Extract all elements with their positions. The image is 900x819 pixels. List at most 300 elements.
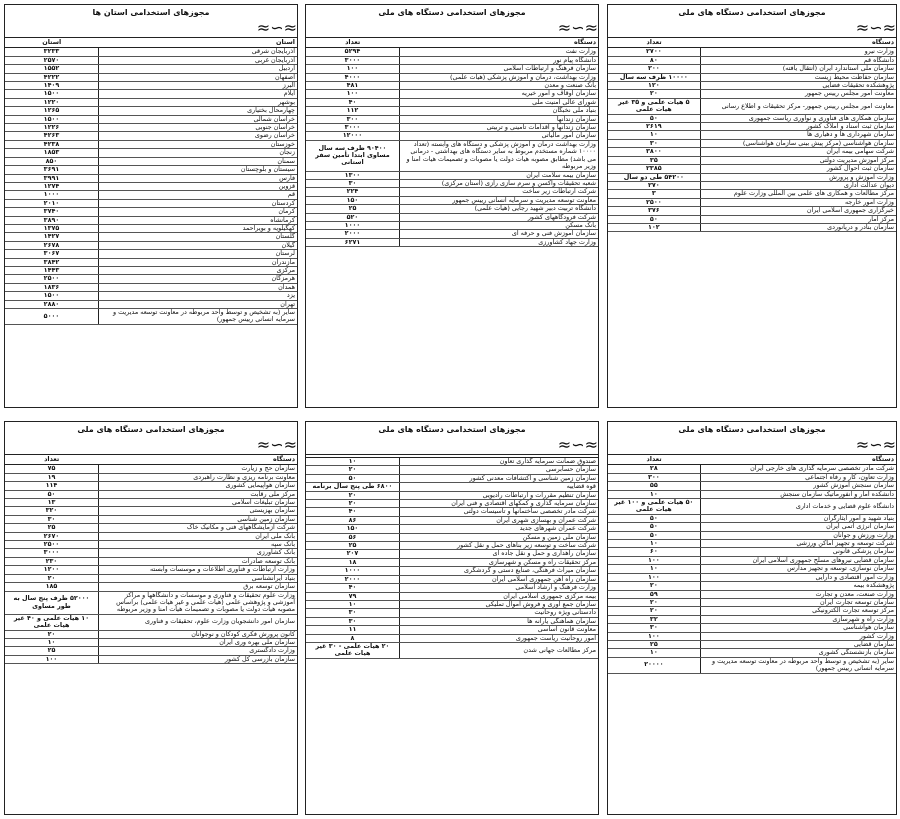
row-count: ۲۰۷ [306, 550, 399, 558]
row-name: پژوهشکده بیمه [700, 582, 896, 590]
row-count: ۲۰ [306, 491, 399, 499]
table-row [608, 56, 896, 64]
table-row [608, 598, 896, 606]
row-name: صندوق ضمانت سرمایه گذاری تعاون [399, 458, 598, 466]
row-name: دانشگاه قم [700, 56, 896, 64]
row-count: ۴۰ [306, 584, 399, 592]
row-count: ۵۰ [5, 490, 98, 498]
table-row [306, 525, 598, 533]
row-count: ۱۰ [608, 490, 700, 498]
row-name: معاونت قانون اساسی [399, 626, 598, 634]
row-count: ۲۵ [306, 205, 399, 213]
table-row [608, 73, 896, 81]
header-row [608, 455, 896, 465]
column-header-name: دستگاه [700, 38, 896, 48]
row-name: همدان [98, 283, 297, 291]
signature-mark: ≈∼≈ [256, 435, 297, 454]
row-name: سیستان و بلوچستان [98, 166, 297, 174]
row-name: ایلام [98, 90, 297, 98]
row-name: سازمان پزشکی قانونی [700, 548, 896, 556]
header-row [608, 38, 896, 48]
signature-mark: ≈∼≈ [855, 18, 896, 37]
table-row [608, 499, 896, 515]
row-count: ۳۵ [608, 156, 700, 164]
table-row [5, 300, 297, 308]
table-row [306, 617, 598, 625]
table-row [608, 48, 896, 56]
table-row [5, 174, 297, 182]
table-row [306, 634, 598, 642]
row-count: ۲۰۰۰ [306, 575, 399, 583]
row-count: ۸۶ [306, 516, 399, 524]
row-count: ۱۹ [5, 473, 98, 481]
table-row [608, 465, 896, 473]
row-name: سازمان توسعه تجارت ایران [700, 598, 896, 606]
panel-title: مجوزهای استخدامی دستگاه های ملی [678, 8, 826, 17]
row-count: ۱۰۰ [608, 573, 700, 581]
row-name: وزارت دادگستری [98, 647, 297, 655]
table-row [608, 490, 896, 498]
row-name: سازمان همکاری های فناوری و نوآوری ریاست جمهوری [700, 114, 896, 122]
table-row [306, 508, 598, 516]
row-name: وزارت امور خارجه [700, 198, 896, 206]
row-name: سازمان بازرسی کل کشور [98, 655, 297, 663]
row-count: ۲۵ [5, 647, 98, 655]
row-name: وزارت صنعت، معدن و تجارت [700, 590, 896, 598]
row-name: وزارت نفت [399, 48, 598, 56]
row-name: بانک ملی ایران [98, 532, 297, 540]
table-row [306, 466, 598, 474]
row-name: مرکز آموزش مدیریت دولتی [700, 156, 896, 164]
table-row [306, 48, 598, 56]
row-name: شرکت آزمایشگاههای فنی و مکانیک خاک [98, 524, 297, 532]
row-count: ۲۵۰۰ [5, 275, 98, 283]
table-row [306, 171, 598, 179]
row-name: سازمان حسابرسی [399, 466, 598, 474]
row-name: یزد [98, 292, 297, 300]
row-count: ۲۰ [608, 598, 700, 606]
row-name: دانشگاه علوم قضایی و خدمات اداری [700, 499, 896, 515]
row-name: سازمان ملی بهره وری ایران [98, 638, 297, 646]
row-count: ۲۰ هیات علمی - ۳۰ غیر هیات علمی [306, 642, 399, 658]
data-table [608, 37, 896, 232]
row-name: شرکت فرودگاههای کشور [399, 213, 598, 221]
row-name: سازمان بنادر و دریانوردی [700, 223, 896, 231]
panel-title: مجوزهای استخدامی دستگاه های ملی [378, 8, 526, 17]
row-name: شرکت عمران و بهسازی شهری ایران [399, 516, 598, 524]
table-row [608, 590, 896, 598]
column-header-name: استان [98, 38, 297, 48]
row-name: وزارت نیرو [700, 48, 896, 56]
row-name: البرز [98, 82, 297, 90]
table-row [5, 490, 297, 498]
row-name: کهگیلویه و بویراحمد [98, 224, 297, 232]
row-count: ۴۰ [306, 98, 399, 106]
row-count: ۱۰ [608, 649, 700, 657]
table-row [608, 82, 896, 90]
table-row [306, 107, 598, 115]
row-count: ۳۶۹۱ [5, 166, 98, 174]
row-name: شرکت ساخت و توسعه زیر بناهای حمل و نقل کشور [399, 542, 598, 550]
row-count: ۵۰ [608, 215, 700, 223]
panel-title: مجوزهای استخدامی دستگاه های ملی [378, 425, 526, 434]
table-row [5, 216, 297, 224]
row-name: سازمان تنظیم مقررات و ارتباطات رادیویی [399, 491, 598, 499]
row-count: ۳۰ [608, 624, 700, 632]
row-count: ۵ هیات علمی و ۳۵ غیر هیات علمی [608, 98, 700, 114]
row-name: معاونت امور مجلس رییس جمهور- مرکز تحقیقات و اطلاع رسانی [700, 98, 896, 114]
panel-bottom-right [607, 421, 897, 815]
row-count: ۱۴۲۷ [5, 233, 98, 241]
row-count: ۳۷۶ [608, 207, 700, 215]
row-count: ۲۰ [608, 582, 700, 590]
table-row [306, 230, 598, 238]
table-row [306, 491, 598, 499]
row-count: ۱۳ [5, 499, 98, 507]
signature-mark: ≈∼≈ [256, 18, 297, 37]
row-count: ۱۲۰۰ [5, 566, 98, 574]
panel-bottom-left [4, 421, 298, 815]
table-row [5, 132, 297, 140]
table-row [5, 73, 297, 81]
table-row [5, 48, 297, 56]
row-count: ۳۰ [306, 179, 399, 187]
row-count: ۵۰ [608, 523, 700, 531]
row-count: ۱۰ [608, 540, 700, 548]
row-name: مرکز آمار [700, 215, 896, 223]
row-name: وزارت ورزش و جوانان [700, 531, 896, 539]
row-name: وزارت آموزش و پرورش [700, 173, 896, 181]
row-count: ۱۰۰ [608, 556, 700, 564]
table-row [5, 65, 297, 73]
row-count: ۱۰۰ [306, 90, 399, 98]
row-count: ۵۰۰۰ [5, 309, 98, 325]
table-row [306, 458, 598, 466]
row-count: ۳۰ [608, 139, 700, 147]
row-name: وزارت امور اقتصادی و دارایی [700, 573, 896, 581]
row-count: ۱۵۰ [306, 525, 399, 533]
table-row [608, 657, 896, 673]
row-name: سازمان حج و زیارت [98, 465, 297, 473]
row-name: فارس [98, 174, 297, 182]
row-count: ۸۰ [608, 56, 700, 64]
row-name: وزارت ارتباطات و فناوری اطلاعات و موسسات وابسته [98, 566, 297, 574]
table-row [5, 124, 297, 132]
table-row [306, 56, 598, 64]
row-count: ۱۰۰ [608, 632, 700, 640]
table-row [608, 190, 896, 198]
table-row [5, 524, 297, 532]
row-name: سازمان قضایی [700, 640, 896, 648]
row-name: وزارت جهاد کشاورزی [399, 238, 598, 246]
row-count: ۲۸۸۰ [5, 300, 98, 308]
row-count: ۲۵۰۰ [608, 198, 700, 206]
row-name: سازمان هواشناسی (مرکز پیش بینی سازمان هواشناسی) [700, 139, 896, 147]
row-count: ۴۲۶۳ [5, 132, 98, 140]
table-row [608, 556, 896, 564]
table-row [306, 592, 598, 600]
row-name: دادستانی ویژه روحانیت [399, 609, 598, 617]
table-row [5, 266, 297, 274]
row-name: وزارت راه و شهرسازی [700, 615, 896, 623]
panel-top-right [607, 4, 897, 408]
data-table [306, 37, 598, 247]
row-count: ۷۹ [306, 592, 399, 600]
row-name: سایر (به تشخیص و توسط واحد مربوطه در معاونت توسعه مدیریت و سرمایه انسانی رییس جمهور) [98, 309, 297, 325]
row-count: ۵۰ [608, 514, 700, 522]
table-row [5, 292, 297, 300]
row-count: ۱۲۲۶ [5, 124, 98, 132]
table-row [5, 591, 297, 614]
row-count: ۱۰ [5, 638, 98, 646]
column-header-name: دستگاه [700, 455, 896, 465]
row-name: مرکز توسعه تجارت الکترونیکی [700, 607, 896, 615]
row-count: ۱۰۰ [5, 655, 98, 663]
row-name: خراسان شمالی [98, 115, 297, 123]
row-count: ۲۰۰۰ [306, 230, 399, 238]
row-count: ۱۱ [306, 626, 399, 634]
row-name: بوشهر [98, 98, 297, 106]
row-name: شرکت عمران شهرهای جدید [399, 525, 598, 533]
row-count: ۱۰ [608, 565, 700, 573]
table-row [5, 258, 297, 266]
row-name: کرمان [98, 208, 297, 216]
row-name: سازمان تبلیغات اسلامی [98, 499, 297, 507]
row-name: لرستان [98, 250, 297, 258]
row-name: سازمان توسعه برق [98, 583, 297, 591]
row-count: ۳ [608, 190, 700, 198]
table-row [608, 90, 896, 98]
row-count: ۴۲۳۸ [5, 140, 98, 148]
table-row [608, 131, 896, 139]
row-count: ۱۸۵ [5, 583, 98, 591]
row-name: بیمه مرکزی جمهوری اسلامی ایران [399, 592, 598, 600]
table-row [306, 483, 598, 491]
row-name: سازمان بازنشستگی کشوری [700, 649, 896, 657]
row-count: ۶۰ [608, 548, 700, 556]
row-count: ۲۶۷۸ [5, 241, 98, 249]
row-count: ۲۵۷۰ [5, 56, 98, 64]
table-row [306, 73, 598, 81]
table-row [306, 575, 598, 583]
row-count: ۱۲۶۵ [5, 107, 98, 115]
table-row [5, 630, 297, 638]
row-name: مرکز مطالعات و همکاری های علمی بین المللی وزارت علوم [700, 190, 896, 198]
table-row [306, 221, 598, 229]
row-name: سازمان امور دانشجویان وزارت علوم، تحقیقات و فناوری [98, 614, 297, 630]
row-count: ۳۰۰۰ [5, 549, 98, 557]
table-row [5, 90, 297, 98]
row-name: سازمان انرژی اتمی ایران [700, 523, 896, 531]
row-count: ۳۰ [306, 617, 399, 625]
row-count: ۳۷۴۰ [5, 208, 98, 216]
table-row [608, 65, 896, 73]
row-count: ۱۵۰۰ [5, 90, 98, 98]
table-row [608, 198, 896, 206]
row-name: سازمان راهداری و حمل و نقل جاده ای [399, 550, 598, 558]
panel-title: مجوزهای استخدامی دستگاه های ملی [77, 425, 225, 434]
row-name: مرکز ملی رقابت [98, 490, 297, 498]
row-name: سازمان اوقاف و امور خیریه [399, 90, 598, 98]
table-row [306, 65, 598, 73]
header-row [306, 38, 598, 48]
row-name: بنیاد ملی نخبگان [399, 107, 598, 115]
table-row [608, 649, 896, 657]
row-count: ۳۰۰ [306, 115, 399, 123]
signature-mark: ≈∼≈ [557, 435, 598, 454]
row-count: ۱۰۰ [306, 65, 399, 73]
table-row [5, 199, 297, 207]
row-name: سازمان هواپیمایی کشوری [98, 482, 297, 490]
table-row [306, 600, 598, 608]
row-count: ۳۰۰ [608, 473, 700, 481]
row-name: قوه قضاییه [399, 483, 598, 491]
row-name: خبرگزاری جمهوری اسلامی ایران [700, 207, 896, 215]
row-name: زنجان [98, 149, 297, 157]
row-count: ۲۷۰ [608, 181, 700, 189]
row-count: ۲۰ [306, 500, 399, 508]
row-count: ۲۵ [306, 542, 399, 550]
row-count: ۲۳۰ [5, 557, 98, 565]
table-row [5, 507, 297, 515]
row-name: آذربایجان غربی [98, 56, 297, 64]
row-name: وزارت علوم تحقیقات و فناوری و موسسات و دانشگاهها و مراکز آموزشی و پژوهشی علمی (هیات علمی و غیر هیات علمی) براساس مصوبه هیات دولت یا مصوبات و تصمیمات هیات امنا و وزیر مربوطه [98, 591, 297, 614]
row-count: ۲۰ [306, 466, 399, 474]
table-row [5, 566, 297, 574]
row-count: ۵۰ هیات علمی و ۱۰۰ غیر هیات علمی [608, 499, 700, 515]
row-count: ۶۸۰۰ طی پنج سال برنامه [306, 483, 399, 491]
row-name: سازمان ثبت احوال کشور [700, 165, 896, 173]
table-row [306, 205, 598, 213]
row-count: ۵۶ [306, 533, 399, 541]
row-name: شرکت مادر تخصصی سرمایه گذاری های خارجی ایران [700, 465, 896, 473]
row-count: ۲۰ [608, 90, 700, 98]
column-header-name: دستگاه [399, 38, 598, 48]
row-count: ۱۵۰۰ [5, 292, 98, 300]
row-count: ۵۰ [608, 114, 700, 122]
row-name: سازمان هواشناسی [700, 624, 896, 632]
row-name: مرکز مطالعات جهانی شدن [399, 642, 598, 658]
column-header-count: تعداد [306, 38, 399, 48]
panel-bottom-middle [305, 421, 599, 815]
row-name: اصفهان [98, 73, 297, 81]
row-count: ۵۰ [608, 531, 700, 539]
row-count: ۴۰ [306, 508, 399, 516]
table-row [306, 626, 598, 634]
data-table [608, 454, 896, 674]
row-name: تهران [98, 300, 297, 308]
row-count: ۵۲۹۴ [306, 48, 399, 56]
row-count: ۲۶۱۹ [608, 123, 700, 131]
table-row [5, 191, 297, 199]
row-name: سازمان زندانها [399, 115, 598, 123]
header-row [5, 38, 297, 48]
row-count: ۲۰۰۰۰ [608, 657, 700, 673]
row-name: شرکت سهامی بیمه ایران [700, 148, 896, 156]
table-row [306, 132, 598, 140]
table-row [5, 541, 297, 549]
row-count: ۸۵۰ [5, 157, 98, 165]
row-name: سازمان ثبت اسناد و املاک کشور [700, 123, 896, 131]
table-row [608, 482, 896, 490]
data-table [306, 454, 598, 659]
row-count: ۲۵ [5, 524, 98, 532]
row-count: ۵۲۰۰۰ ظرف پنج سال به طور مساوی [5, 591, 98, 614]
row-name: کانون پرورش فکری کودکان و نوجوانان [98, 630, 297, 638]
column-header-count: تعداد [5, 455, 98, 465]
row-name: دیوان عدالت اداری [700, 181, 896, 189]
data-table [5, 37, 297, 325]
table-row [5, 157, 297, 165]
row-count: ۱۱۲ [306, 107, 399, 115]
table-row [306, 196, 598, 204]
table-row [5, 250, 297, 258]
row-count: ۵۹ [608, 590, 700, 598]
table-row [5, 549, 297, 557]
row-name: وزارت کشور [700, 632, 896, 640]
table-row [5, 473, 297, 481]
row-count: ۳۸۴۲ [5, 258, 98, 266]
row-count: ۱۲۰۰۰ [306, 132, 399, 140]
row-name: دانشکده آمار و انفورماتیک سازمان سنجش [700, 490, 896, 498]
table-row [306, 542, 598, 550]
row-name: دانشگاه تربیت دبیر شهید رجایی (هیات علمی) [399, 205, 598, 213]
panel-title: مجوزهای استخدامی دستگاه های ملی [678, 425, 826, 434]
row-count: ۱۵۰۰ [5, 115, 98, 123]
table-row [5, 115, 297, 123]
row-count: ۵۲۰ [306, 213, 399, 221]
row-count: ۳۰ [5, 515, 98, 523]
row-name: سازمان جمع آوری و فروش اموال تملیکی [399, 600, 598, 608]
row-count: ۱۳۰۰ [306, 171, 399, 179]
table-row [608, 473, 896, 481]
table-row [608, 640, 896, 648]
panel-top-middle [305, 4, 599, 408]
row-count: ۱۰ [608, 131, 700, 139]
table-row [5, 574, 297, 582]
row-name: خراسان رضوی [98, 132, 297, 140]
row-count: ۱۵۰ [306, 196, 399, 204]
row-name: مرکزی [98, 266, 297, 274]
row-name: سازمان ملی زمین و مسکن [399, 533, 598, 541]
row-count: ۱۸۳۶ [5, 283, 98, 291]
row-name: سازمان آموزش فنی و حرفه ای [399, 230, 598, 238]
row-name: معاونت توسعه مدیریت و سرمایه انسانی رییس جمهور [399, 196, 598, 204]
table-row [5, 283, 297, 291]
row-count: ۱۲۰ [608, 82, 700, 90]
row-count: ۴۸۱ [306, 82, 399, 90]
table-row [5, 241, 297, 249]
table-row [306, 584, 598, 592]
row-name: شرکت مادر تخصصی ساختمانها و تاسیسات دولتی [399, 508, 598, 516]
row-name: سازمان سرمایه گذاری و کمکهای اقتصادی و فنی ایران [399, 500, 598, 508]
row-count: ۱۳۷۵ [5, 224, 98, 232]
table-row [306, 558, 598, 566]
table-row [306, 500, 598, 508]
row-name: خوزستان [98, 140, 297, 148]
table-row [608, 181, 896, 189]
row-name: کردستان [98, 199, 297, 207]
row-name: سازمان میراث فرهنگی، صنایع دستی و گردشگری [399, 567, 598, 575]
table-row [608, 139, 896, 147]
row-name: وزارت بهداشت درمان و آموزش پزشکی و دستگاه های وابسته (تعداد ۱۰۰۰۰ شماره مستخدم مربوط به سایر دستگاه های بهداشتی - درمانی می باشد) مطابق مصوبه هیات دولت یا مصوبات و تصمیمات هیات امنا و وزیر مربوطه [399, 140, 598, 171]
table-row [608, 632, 896, 640]
row-count: ۱۵۵۲ [5, 65, 98, 73]
table-row [5, 208, 297, 216]
row-count: ۱۸ [306, 558, 399, 566]
table-row [608, 565, 896, 573]
table-row [608, 215, 896, 223]
